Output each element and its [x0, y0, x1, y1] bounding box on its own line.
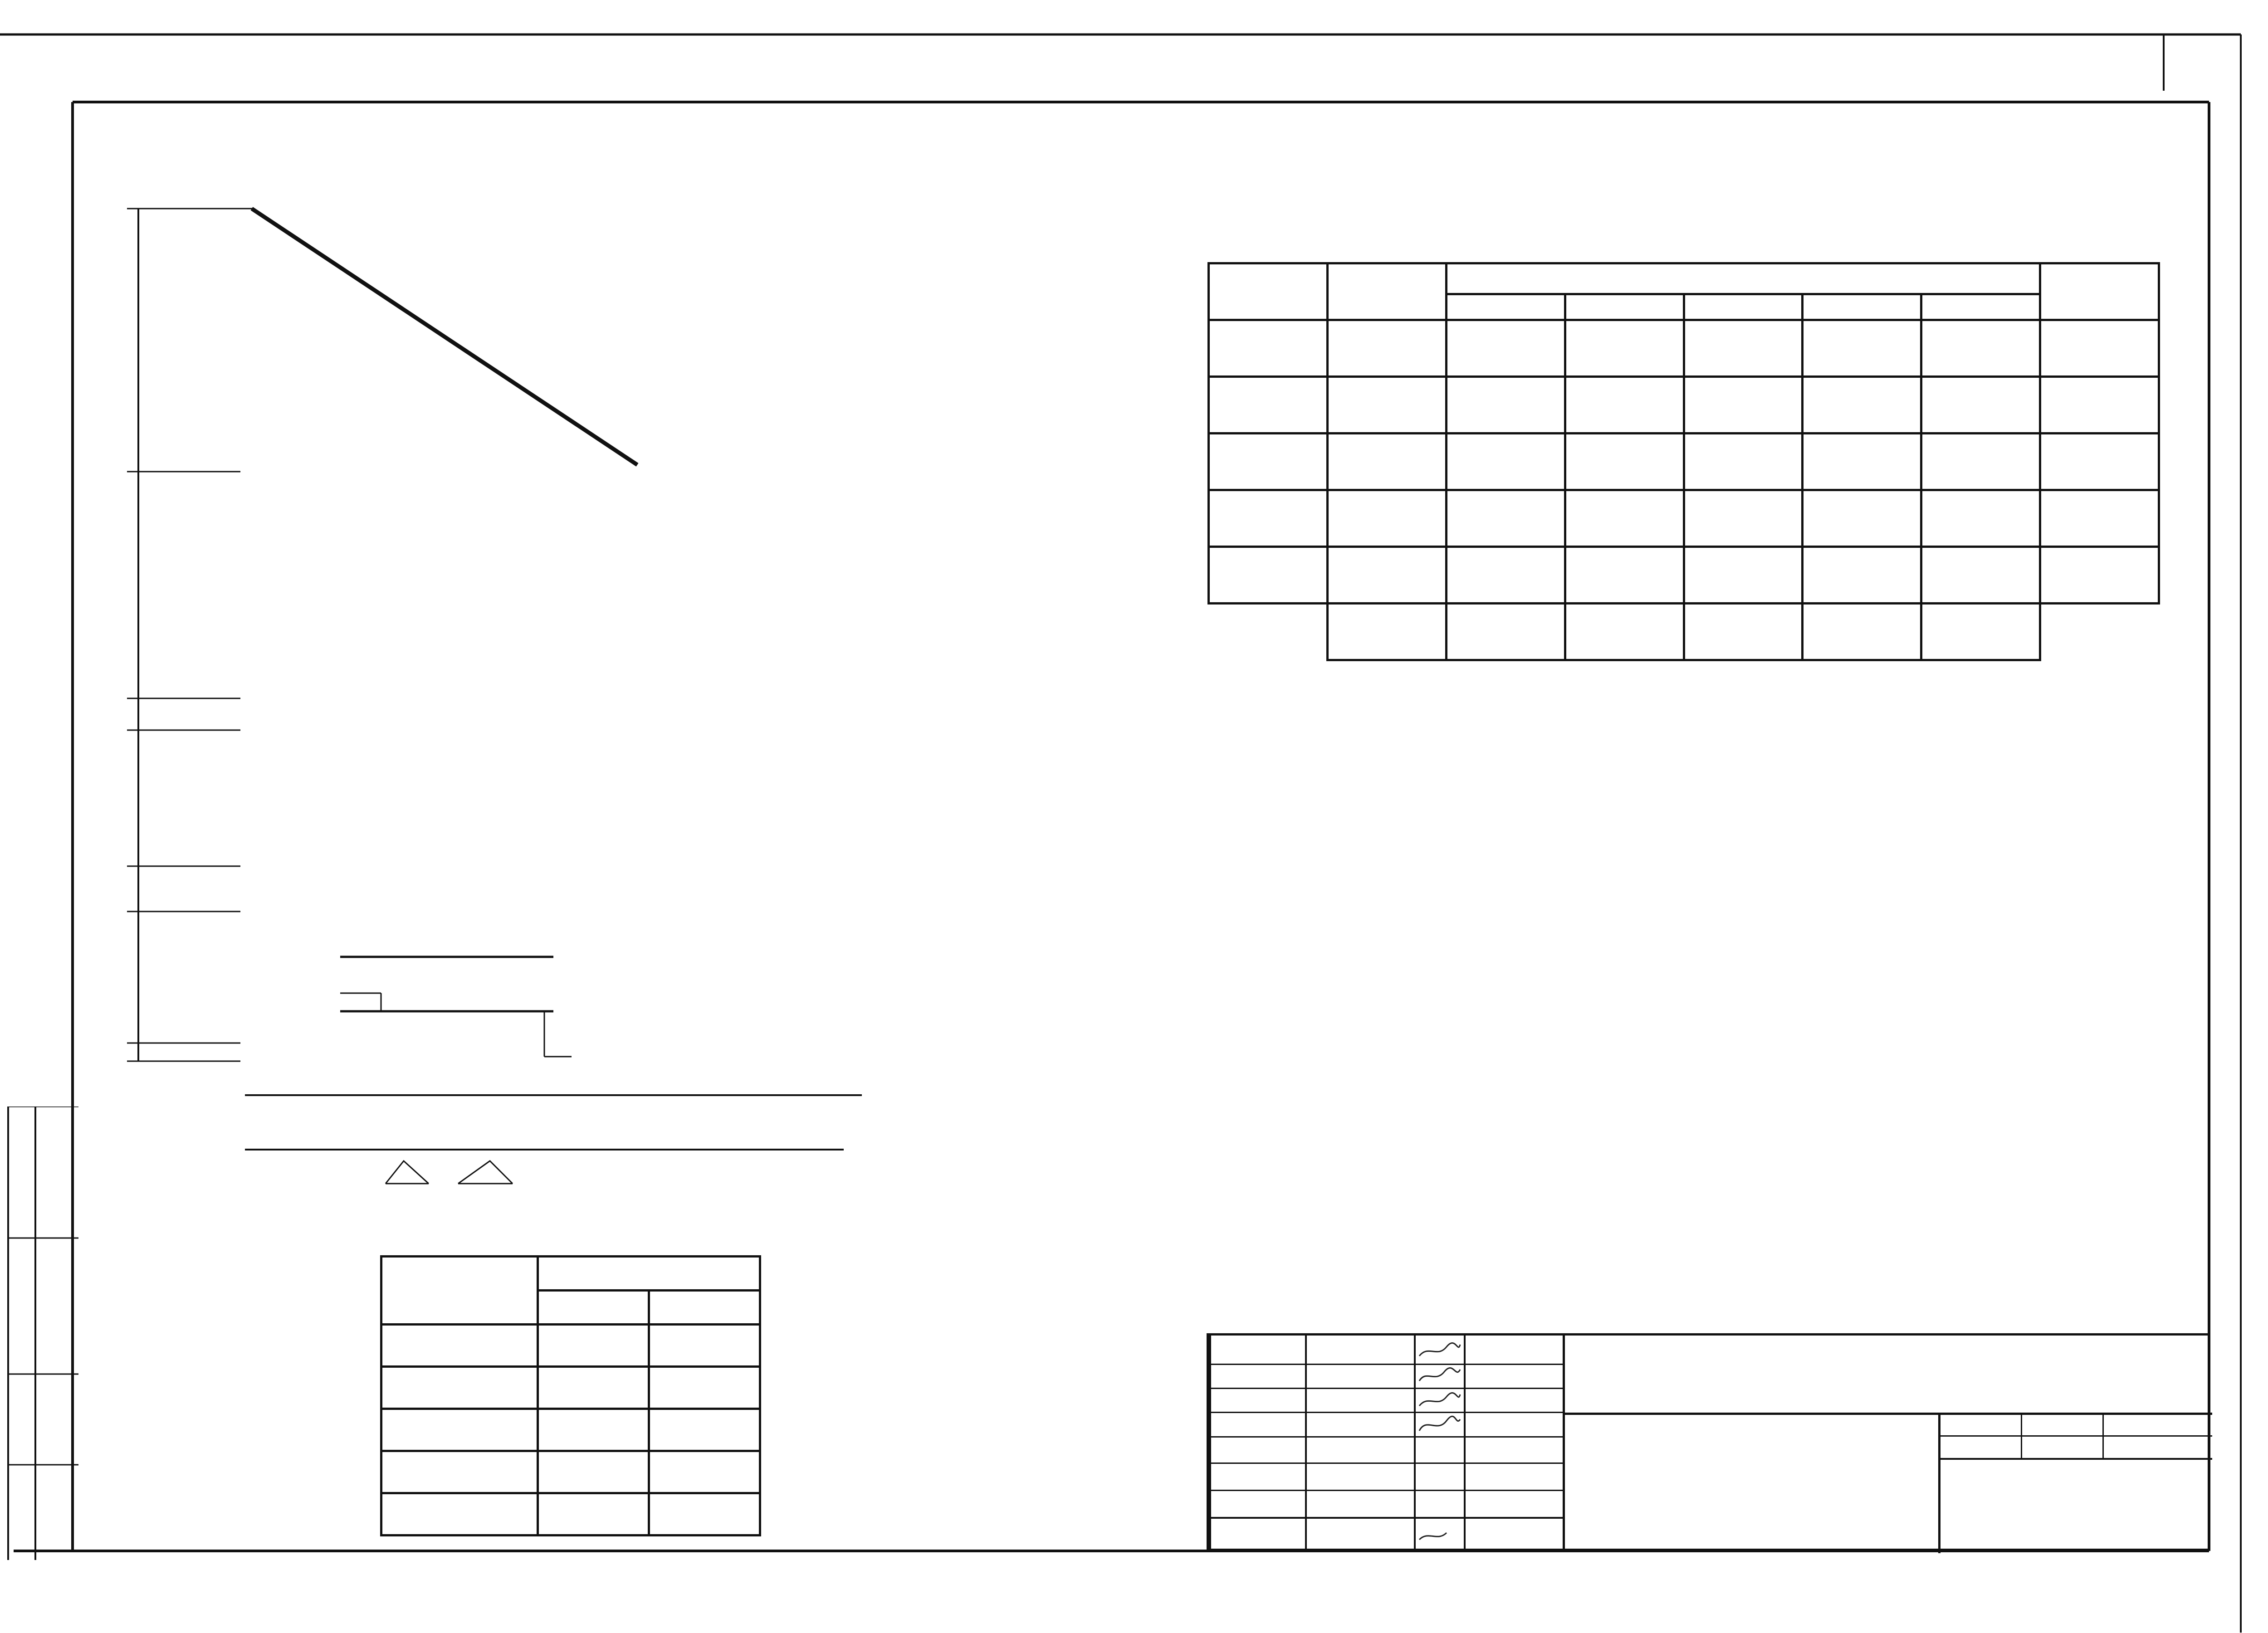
- header-doc: [2040, 263, 2159, 320]
- cell-doc: [2040, 490, 2159, 547]
- cell-qty: [1921, 320, 2040, 377]
- inclined-bar-14: [252, 209, 637, 465]
- cell-pos: [1209, 434, 1328, 490]
- table-row: [1209, 320, 2159, 377]
- cell-name: [1327, 434, 1446, 490]
- cell-qty: [1446, 377, 1565, 434]
- cell-doc: [2040, 377, 2159, 434]
- cell-name: [1327, 377, 1446, 434]
- cell-qty: [1803, 547, 1921, 604]
- mass-row: [1209, 604, 2159, 660]
- cell-qty: [1684, 547, 1803, 604]
- side-stamp-strip: [4, 1107, 78, 1560]
- cell-doc: [2040, 434, 2159, 490]
- mesh-marks-table: [380, 1255, 761, 1536]
- mass-value: [1803, 604, 1921, 660]
- cell-pos: [1209, 377, 1328, 434]
- signatures: [1415, 1336, 1465, 1553]
- header-pos: [1209, 263, 1328, 320]
- cell-qty: [1684, 320, 1803, 377]
- cell-qty: [1921, 490, 2040, 547]
- header-sizes: [538, 1257, 760, 1291]
- side-cell-inv: [9, 1379, 36, 1551]
- cell-pos: [1209, 320, 1328, 377]
- cell-name: [1327, 320, 1446, 377]
- cell-doc: [2040, 547, 2159, 604]
- side-cell-replace: [9, 1111, 36, 1233]
- cell-doc: [2040, 320, 2159, 377]
- table-row: [1209, 490, 2159, 547]
- mass-value: [1446, 604, 1565, 660]
- mass-value: [1565, 604, 1684, 660]
- mass-value: [1684, 604, 1803, 660]
- table-row: [381, 1409, 760, 1451]
- cell-qty: [1684, 377, 1803, 434]
- cell-qty: [1803, 490, 1921, 547]
- cell-qty: [1446, 547, 1565, 604]
- table-row: [381, 1325, 760, 1367]
- table-row: [1209, 547, 2159, 604]
- cell-qty: [1565, 377, 1684, 434]
- cell-name: [1327, 490, 1446, 547]
- mass-value: [1921, 604, 2040, 660]
- cell-pos: [1209, 490, 1328, 547]
- cell-qty: [1803, 377, 1921, 434]
- table-row: [381, 1367, 760, 1409]
- cell-qty: [1565, 490, 1684, 547]
- cell-qty: [1803, 434, 1921, 490]
- cell-qty: [1446, 490, 1565, 547]
- table-row: [381, 1493, 760, 1536]
- side-cell-sign-date: [9, 1243, 36, 1370]
- cell-qty: [1921, 547, 2040, 604]
- table-row: [1209, 434, 2159, 490]
- cell-qty: [1803, 320, 1921, 377]
- cell-qty: [1565, 434, 1684, 490]
- cell-name: [1327, 547, 1446, 604]
- cell-qty: [1446, 320, 1565, 377]
- cell-qty: [1446, 434, 1565, 490]
- cell-qty: [1565, 320, 1684, 377]
- table-row: [1209, 377, 2159, 434]
- cell-pos: [1209, 547, 1328, 604]
- cell-qty: [1565, 547, 1684, 604]
- sub-c56: [1565, 294, 1684, 320]
- header-name: [1327, 263, 1446, 320]
- cell-qty: [1684, 490, 1803, 547]
- header-qty: [1446, 263, 2040, 294]
- cell-qty: [1684, 434, 1803, 490]
- sub-c57: [1684, 294, 1803, 320]
- specification-table: [1207, 262, 2160, 661]
- header-a: [538, 1291, 649, 1325]
- mass-label: [1327, 604, 1446, 660]
- sub-c58: [1803, 294, 1921, 320]
- header-mark: [381, 1257, 538, 1325]
- header-n: [649, 1291, 760, 1325]
- cell-qty: [1921, 377, 2040, 434]
- sub-c55: [1446, 294, 1565, 320]
- title-block: [1207, 1333, 2210, 1551]
- sub-c59: [1921, 294, 2040, 320]
- cell-qty: [1921, 434, 2040, 490]
- table-row: [381, 1451, 760, 1493]
